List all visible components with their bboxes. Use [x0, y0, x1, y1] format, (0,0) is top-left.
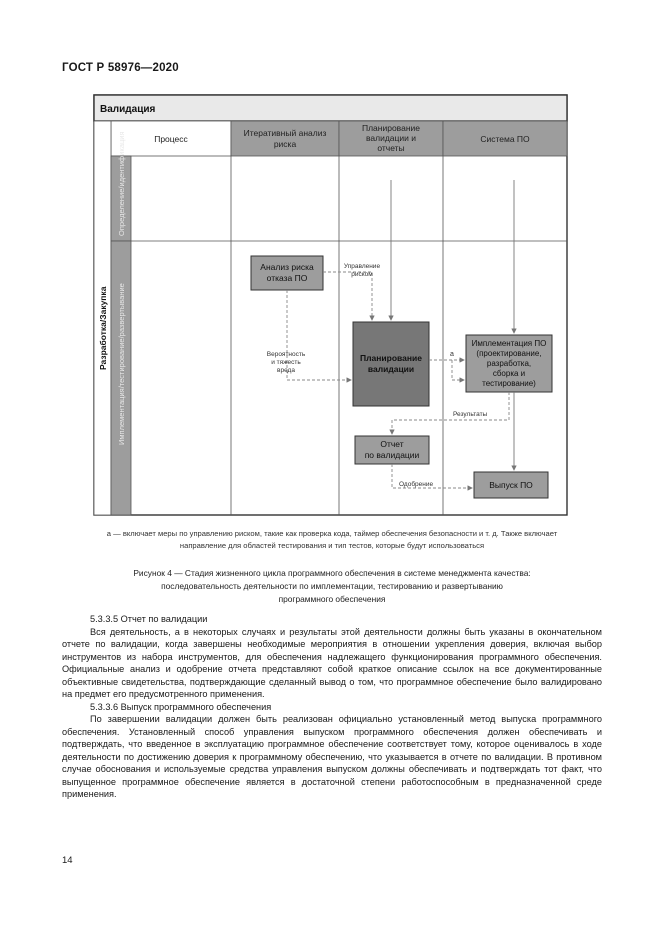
footnote-line-1: а — включает меры по управлению риском, такие как проверка кода, таймер обеспечения безопасности и т. д. Также включает	[106, 529, 558, 538]
section-body-report: Вся деятельность, а в некоторых случаях и результаты этой деятельности должны быть указаны в окончательном отчете по валидации, когда завершены необходимые мероприятия в отношении укрепления доверия, включая выбор инструментов из набора инструментов, для обеспечения надлежащего функционирования программного обеспечения. Официальные анализ и одобрение отчета представляют собой краткое описание ссылок на все документированные объективные свидетельства, подтверждающие сделанный вывод о том, что программное обеспечение было валидировано на предмет его предусмотренного применения.	[62, 626, 602, 699]
row-group-label: Разработка/Закупка	[98, 286, 108, 370]
section-heading-release: 5.3.3.6 Выпуск программного обеспечения	[90, 701, 272, 712]
risk-control-label: Управление риском	[343, 263, 381, 278]
caption-line-2: последовательность деятельности по имплементации, тестированию и развертыванию	[161, 581, 503, 591]
col-planning-label: Планирование валидации и отчеты	[361, 123, 421, 153]
page-number: 14	[62, 855, 73, 866]
figure-caption	[62, 567, 602, 606]
probability-label: Вероятность и тяжесть вреда	[266, 351, 306, 374]
approval-label: Одобрение	[399, 481, 434, 488]
col-risk-label: Итеративный анализ риска	[243, 128, 327, 149]
diagram-title: Валидация	[100, 104, 156, 115]
planning-label: Планирование валидации	[360, 353, 422, 374]
report-label: Отчет по валидации	[364, 439, 420, 460]
row1-label: Определение/идентификация	[117, 131, 126, 236]
col-process-label: Процесс	[154, 134, 188, 144]
caption-line-1: Рисунок 4 — Стадия жизненного цикла программного обеспечения в системе менеджмента качества:	[133, 568, 531, 578]
results-label: Результаты	[453, 411, 488, 418]
release-label: Выпуск ПО	[489, 480, 533, 490]
section-body-release: По завершении валидации должен быть реализован официально установленный метод выпуска программного обеспечения. Установленный способ управления выпуском программного обеспечения должен обеспечивать и подтверждать, что введенное в эксплуатацию программное обеспечение соответствует тому, которое оценивалось в ходе деятельности по достижению доверия к программному обеспечению, что указывается в отчете по валидации. В противном случае обоснования и используемые средства управления выпуском должны обеспечивать и подтверждать тот факт, что выпущенное программное обеспечение является в достаточной степени работоспособным в предназначенной среде применения.	[62, 714, 602, 799]
note-a-label: a	[450, 351, 454, 358]
col-system-label: Система ПО	[480, 134, 530, 144]
risk-analysis-label: Анализ риска отказа ПО	[260, 262, 314, 283]
diagram-title-bar	[94, 95, 567, 121]
document-header: ГОСТ Р 58976—2020	[62, 62, 179, 74]
footnote-line-2: направление для областей тестирования и тип тестов, которые будут использоваться	[179, 541, 485, 550]
row2-label: Имплементация/тестирование/развертывание	[117, 283, 126, 445]
diagram-footnote	[62, 528, 602, 552]
implementation-label: Имплементация ПО (проектирование, разработка, сборка и тестирование)	[471, 339, 547, 388]
section-heading-report: 5.3.3.5 Отчет по валидации	[90, 614, 208, 624]
section-validation-report	[62, 613, 602, 801]
diagram-frame	[94, 95, 567, 515]
caption-line-3: программного обеспечения	[278, 594, 386, 604]
